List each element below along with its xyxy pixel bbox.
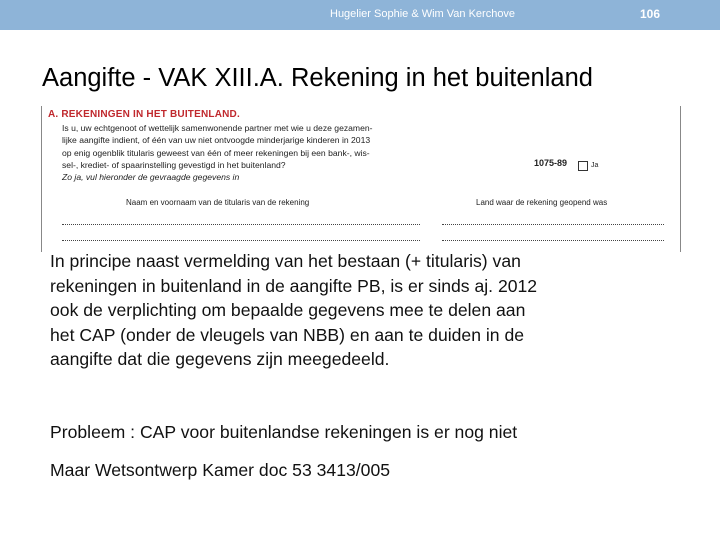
body-line: In principe naast vermelding van het bestaan (+ titularis) van bbox=[50, 251, 521, 271]
form-question-line: op enig ogenblik titularis geweest van één of meer rekeningen bij een bank-, wis- bbox=[62, 147, 370, 158]
column-name-label: Naam en voornaam van de titularis van de rekening bbox=[126, 198, 310, 207]
form-section-heading: A. REKENINGEN IN HET BUITENLAND. bbox=[48, 109, 240, 120]
header-bar bbox=[0, 0, 720, 30]
body-line: ook de verplichting om bepaalde gegevens mee te delen aan bbox=[50, 300, 526, 320]
form-question-line: sel-, krediet- of spaarinstelling gevestigd in het buitenland? bbox=[62, 159, 286, 170]
name-entry-line[interactable] bbox=[62, 240, 420, 241]
body-line: het CAP (onder de vleugels van NBB) en aan te duiden in de bbox=[50, 324, 525, 345]
form-question-line: Is u, uw echtgenoot of wettelijk samenwonende partner met wie u deze gezamen- bbox=[62, 123, 373, 133]
form-code-label: 1075-89 bbox=[534, 158, 568, 168]
slide-title: Aangifte - VAK XIII.A. Rekening in het buitenland bbox=[42, 64, 593, 92]
page-number: 106 bbox=[640, 7, 661, 21]
body-paragraph bbox=[50, 249, 670, 372]
body-line: aangifte dat die gegevens zijn meegedeeld. bbox=[50, 349, 390, 369]
problem-statement: Probleem : CAP voor buitenlandse rekeningen is er nog niet bbox=[50, 422, 518, 442]
form-checkbox[interactable] bbox=[578, 161, 588, 171]
form-question-line: Zo ja, vul hieronder de gevraagde gegevens in bbox=[62, 172, 240, 183]
law-reference: Maar Wetsontwerp Kamer doc 53 3413/005 bbox=[50, 460, 391, 480]
column-country-label: Land waar de rekening geopend was bbox=[476, 198, 608, 207]
form-question-text bbox=[62, 122, 442, 183]
form-question-line: lijke aangifte indient, of één van uw niet ontvoogde minderjarige kinderen in 2013 bbox=[62, 135, 371, 146]
name-entry-line[interactable] bbox=[62, 224, 420, 225]
form-checkbox-label: Ja bbox=[591, 162, 599, 169]
country-entry-line[interactable] bbox=[442, 224, 664, 225]
header-author: Hugelier Sophie & Wim Van Kerchove bbox=[330, 8, 516, 20]
tax-form-excerpt bbox=[41, 106, 681, 252]
country-entry-line[interactable] bbox=[442, 240, 664, 241]
body-line: rekeningen in buitenland in de aangifte PB, is er sinds aj. 2012 bbox=[50, 275, 538, 296]
